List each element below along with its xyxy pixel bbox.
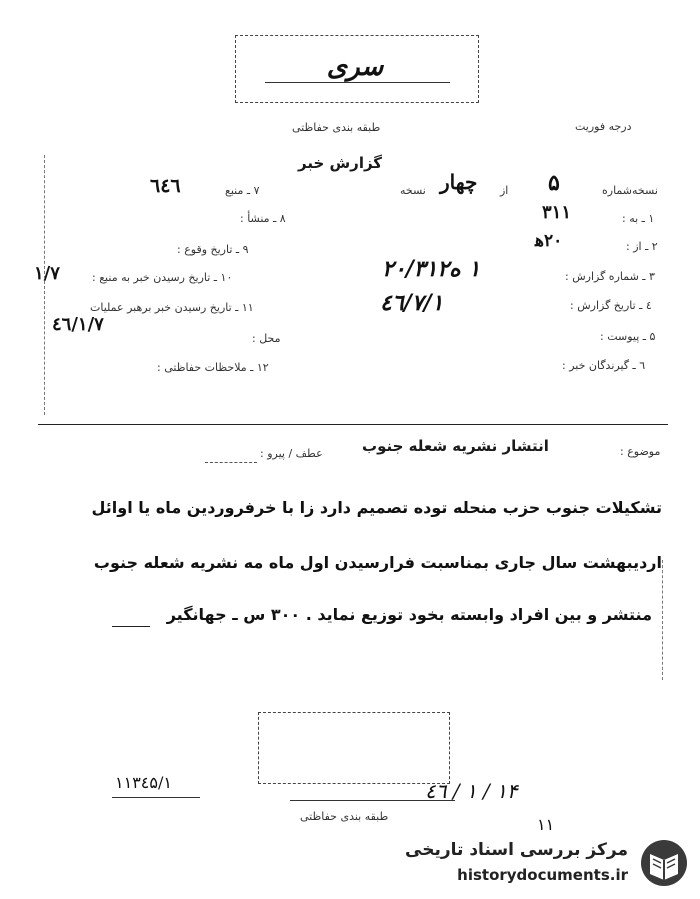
date-handwritten: ۱۴ / ۱ / ٤٦ [425, 779, 518, 803]
subject-value: انتشار نشریه شعله جنوب [362, 437, 549, 455]
classification-handwritten: سری [326, 52, 384, 82]
security-class-label-top: طبقه بندی حفاظتی [292, 121, 381, 134]
priority-label: درجه فوریت [575, 120, 632, 133]
received-ops-value: ٤٦/۱/۷ [52, 314, 104, 335]
watermark-title: مرکز بررسی اسناد تاریخی [405, 840, 628, 860]
book-logo-icon [638, 838, 690, 888]
from-value: ۲۰ه‍ [535, 231, 563, 251]
body-line-3: منتشر و بین افراد وابسته بخود توزیع نماید . ۳۰۰ س ـ جهانگیر [166, 605, 652, 624]
origin-label: ۸ ـ منشأ : [240, 212, 286, 225]
report-date-label: ٤ ـ تاریخ گزارش : [570, 299, 652, 312]
archive-number: ۱۱۳٤۵/۱ [115, 773, 172, 792]
copy-label: نسخه [400, 184, 426, 197]
body-line-2: اردیبهشت سال جاری بمناسبت فرارسیدن اول ماه مه نشریه شعله جنوب [93, 553, 662, 572]
stamp-underline [265, 82, 450, 83]
separator-rule [38, 424, 668, 425]
received-source-value: ۱/۷ [34, 263, 60, 284]
signature-underline [112, 626, 150, 627]
footer-extra-mark: ۱۱ [537, 815, 555, 834]
attachment-label: ۵ ـ پیوست : [600, 330, 656, 343]
archive-number-underline [112, 797, 200, 798]
report-number-label: ۳ ـ شماره گزارش : [565, 270, 655, 283]
ref-label: عطف / پیرو : [260, 447, 323, 460]
security-class-label-bottom: طبقه بندی حفاظتی [300, 810, 389, 823]
occurrence-date-label: ۹ ـ تاریخ وقوع : [177, 243, 249, 256]
body-line-1: تشکیلات جنوب حزب منحله توده تصمیم دارد زا با خرفروردین ماه یا اوائل [91, 498, 662, 517]
copy-of-value: چهار [440, 170, 478, 194]
right-margin-dash [662, 560, 663, 680]
place-label: محل : [252, 332, 281, 345]
security-notes-label: ۱۲ ـ ملاحظات حفاظتی : [157, 361, 269, 374]
source-label: ۷ ـ منبع [225, 184, 260, 197]
bottom-stamp-box [258, 712, 450, 784]
report-number-value: ۱ ه۲۰/۳۱۲ [382, 256, 481, 282]
recipients-label: ٦ ـ گیرندگان خبر : [562, 359, 646, 372]
received-ops-label: ۱۱ ـ تاریخ رسیدن خبر برهبر عملیات [90, 301, 254, 314]
copy-of-label: از [500, 184, 509, 197]
report-date-value: ۷/۱/٤٦ [380, 290, 444, 316]
copy-number-label: نسخه‌شماره [602, 184, 658, 197]
report-title: گزارش خبر [298, 154, 383, 172]
watermark-url: historydocuments.ir [457, 866, 628, 884]
to-label: ۱ ـ به : [622, 212, 655, 225]
ref-dots [205, 462, 257, 463]
to-value: ۳۱۱ [542, 202, 572, 223]
subject-label: موضوع : [620, 445, 661, 458]
received-source-label: ۱۰ ـ تاریخ رسیدن خبر به منبع : [92, 271, 233, 284]
watermark-block [405, 836, 694, 892]
source-value: ٦٤٦ [150, 175, 181, 197]
footer-rule [290, 800, 455, 801]
from-label: ۲ ـ از : [626, 240, 658, 253]
left-margin-dash [44, 155, 45, 415]
copy-number-value: ۵ [548, 170, 560, 196]
